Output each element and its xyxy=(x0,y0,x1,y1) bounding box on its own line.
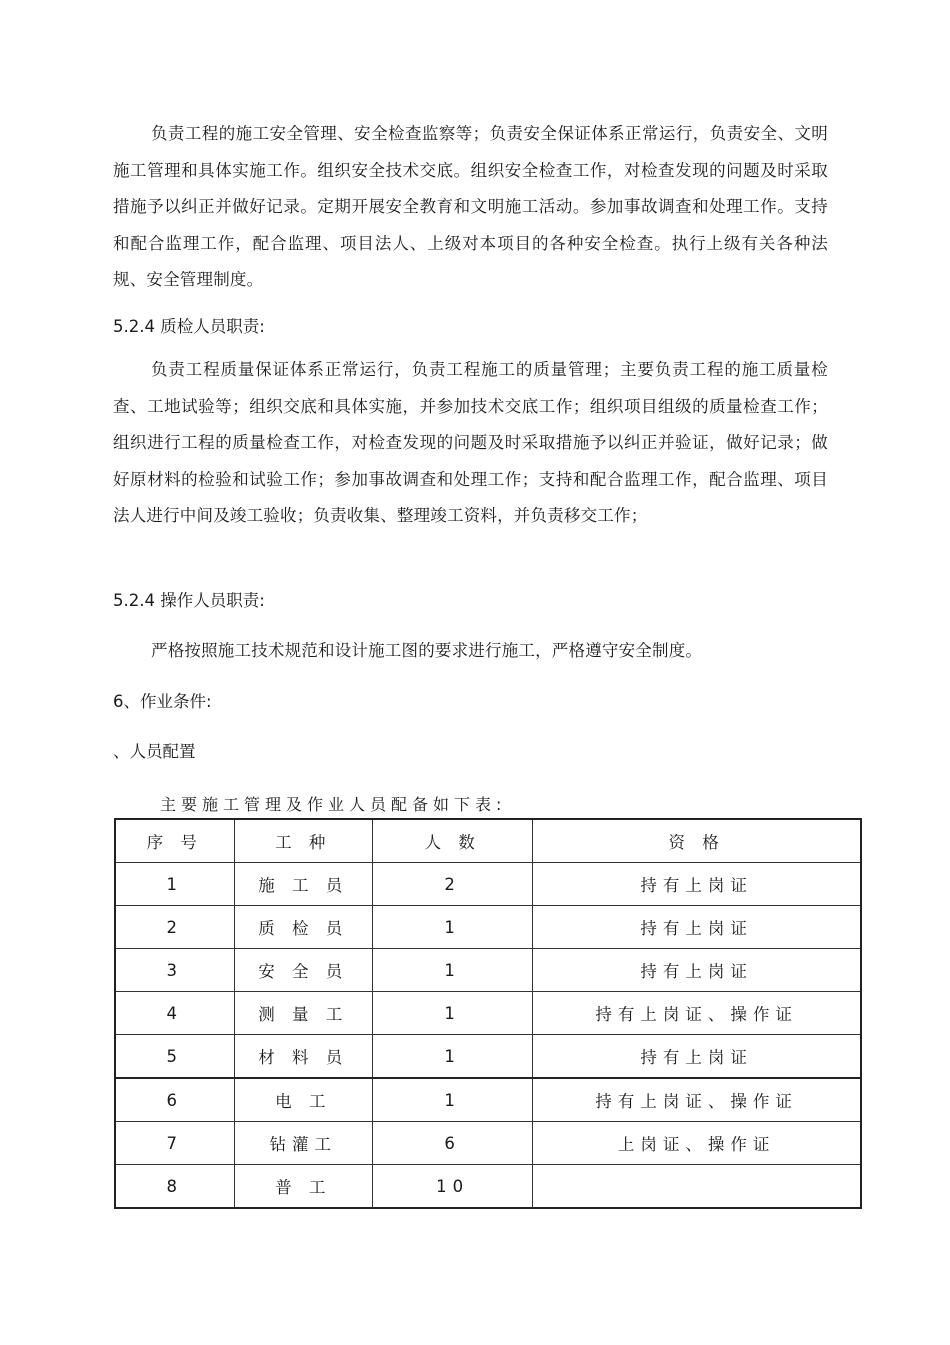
row-qualification: 持有上岗证 xyxy=(533,1035,861,1079)
table-row xyxy=(115,992,861,1035)
staffing-heading: 、人员配置 xyxy=(113,742,196,761)
row-no: 2 xyxy=(115,906,234,949)
row-qualification: 持有上岗证、操作证 xyxy=(533,992,861,1035)
row-no: 6 xyxy=(115,1078,234,1122)
table-row xyxy=(115,906,861,949)
work-conditions-heading: 6、作业条件: xyxy=(113,692,212,711)
table-row xyxy=(115,1122,861,1165)
row-qualification: 持有上岗证 xyxy=(533,863,861,906)
row-trade: 普 工 xyxy=(234,1165,372,1209)
row-trade: 钻灌工 xyxy=(234,1122,372,1165)
row-count: 10 xyxy=(372,1165,532,1209)
table-row xyxy=(115,949,861,992)
row-no: 7 xyxy=(115,1122,234,1165)
row-trade: 安 全 员 xyxy=(234,949,372,992)
operator-duties-paragraph: 严格按照施工技术规范和设计施工图的要求进行施工，严格遵守安全制度。 xyxy=(151,641,703,660)
row-count: 1 xyxy=(372,1035,532,1079)
safety-duties-paragraph: 负责工程的施工安全管理、安全检查监察等；负责安全保证体系正常运行，负责安全、文明施工管理和具体实施工作。组织安全技术交底。组织安全检查工作，对检查发现的问题及时采取措施予以纠正并做好记录。定期开展安全教育和文明施工活动。参加事故调查和处理工作。支持和配合监理工作，配合监理、项目法人、上级对本项目的各种安全检查。执行上级有关各种法规、安全管理制度。 xyxy=(113,124,828,289)
header-no: 序 号 xyxy=(115,819,234,863)
row-count: 2 xyxy=(372,863,532,906)
row-count: 1 xyxy=(372,906,532,949)
operator-heading: 5.2.4 操作人员职责: xyxy=(113,591,265,610)
row-no: 4 xyxy=(115,992,234,1035)
row-count: 1 xyxy=(372,1078,532,1122)
header-qualification: 资 格 xyxy=(533,819,861,863)
row-trade: 材 料 员 xyxy=(234,1035,372,1079)
staffing-table xyxy=(114,818,862,1209)
header-trade: 工 种 xyxy=(234,819,372,863)
header-count: 人 数 xyxy=(372,819,532,863)
quality-inspector-heading: 5.2.4 质检人员职责: xyxy=(113,317,265,336)
table-caption: 主要施工管理及作业人员配备如下表: xyxy=(160,795,507,814)
table-row xyxy=(115,1078,861,1122)
row-no: 8 xyxy=(115,1165,234,1209)
row-no: 5 xyxy=(115,1035,234,1079)
row-count: 1 xyxy=(372,992,532,1035)
quality-duties-paragraph: 负责工程质量保证体系正常运行，负责工程施工的质量管理；主要负责工程的施工质量检查、工地试验等；组织交底和具体实施，并参加技术交底工作；组织项目组级的质量检查工作；组织进行工程的质量检查工作，对检查发现的问题及时采取措施予以纠正并验证，做好记录；做好原材料的检验和试验工作；参加事故调查和处理工作；支持和配合监理工作，配合监理、项目法人进行中间及竣工验收；负责收集、整理竣工资料，并负责移交工作； xyxy=(113,360,828,525)
row-count: 6 xyxy=(372,1122,532,1165)
row-no: 3 xyxy=(115,949,234,992)
row-qualification xyxy=(533,1165,861,1209)
table-row xyxy=(115,1035,861,1079)
row-qualification: 持有上岗证 xyxy=(533,906,861,949)
table-row xyxy=(115,863,861,906)
row-trade: 测 量 工 xyxy=(234,992,372,1035)
row-count: 1 xyxy=(372,949,532,992)
row-trade: 电 工 xyxy=(234,1078,372,1122)
table-header-row xyxy=(115,819,861,863)
row-qualification: 上岗证、操作证 xyxy=(533,1122,861,1165)
row-qualification: 持有上岗证 xyxy=(533,949,861,992)
row-trade: 施 工 员 xyxy=(234,863,372,906)
row-no: 1 xyxy=(115,863,234,906)
row-qualification: 持有上岗证、操作证 xyxy=(533,1078,861,1122)
table-row xyxy=(115,1165,861,1209)
row-trade: 质 检 员 xyxy=(234,906,372,949)
